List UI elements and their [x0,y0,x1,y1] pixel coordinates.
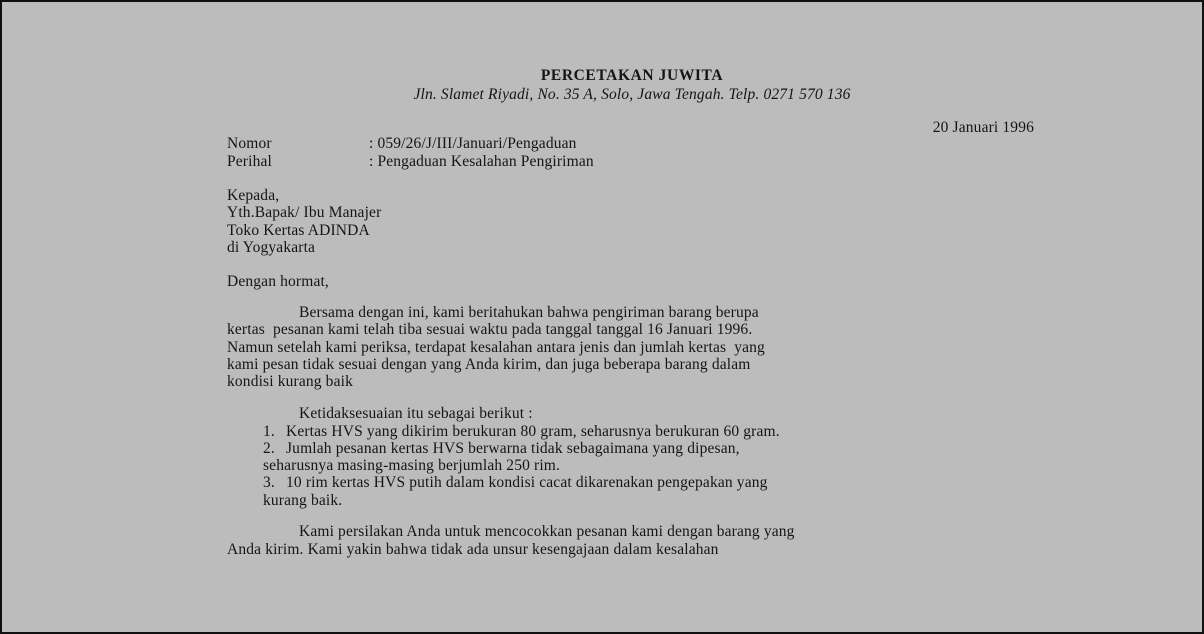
perihal-label: Perihal [227,153,272,170]
paragraph-line: kondisi kurang baik [227,373,353,390]
list-number: 2. [263,440,275,457]
paragraph-line: Namun setelah kami periksa, terdapat kesalahan antara jenis dan jumlah kertas yang [227,339,765,356]
list-item-line: Kertas HVS yang dikirim berukuran 80 gram, seharusnya berukuran 60 gram. [286,423,780,440]
recipient-line: di Yogyakarta [227,239,316,256]
salutation: Dengan hormat, [227,273,329,290]
paragraph-line: kertas pesanan kami telah tiba sesuai waktu pada tanggal tanggal 16 Januari 1996. [227,321,753,338]
perihal-value: : Pengaduan Kesalahan Pengiriman [369,153,594,170]
company-name: PERCETAKAN JUWITA [540,67,724,84]
nomor-label: Nomor [227,135,272,152]
list-intro: Ketidaksesuaian itu sebagai berikut : [299,405,533,422]
paragraph-line: Anda kirim. Kami yakin bahwa tidak ada unsur kesengajaan dalam kesalahan [227,541,719,558]
list-item-line: kurang baik. [263,492,343,509]
list-item-line: 10 rim kertas HVS putih dalam kondisi cacat dikarenakan pengepakan yang [286,474,768,491]
nomor-value: : 059/26/J/III/Januari/Pengaduan [369,135,577,152]
list-number: 1. [263,423,275,440]
recipient-line: Kepada, [227,187,280,204]
paragraph-line: kami pesan tidak sesuai dengan yang Anda kirim, dan juga beberapa barang dalam [227,356,751,373]
recipient-line: Yth.Bapak/ Ibu Manajer [227,204,382,221]
paragraph-line: Kami persilakan Anda untuk mencocokkan pesanan kami dengan barang yang [299,523,795,540]
list-number: 3. [263,474,275,491]
list-item-line: seharusnya masing-masing berjumlah 250 rim. [263,457,561,474]
paragraph-line: Bersama dengan ini, kami beritahukan bahwa pengiriman barang berupa [299,304,759,321]
recipient-line: Toko Kertas ADINDA [227,222,370,239]
list-item-line: Jumlah pesanan kertas HVS berwarna tidak sebagaimana yang dipesan, [286,440,740,457]
letter-date: 20 Januari 1996 [932,119,1034,136]
company-address: Jln. Slamet Riyadi, No. 35 A, Solo, Jawa Tengah. Telp. 0271 570 136 [413,86,851,103]
